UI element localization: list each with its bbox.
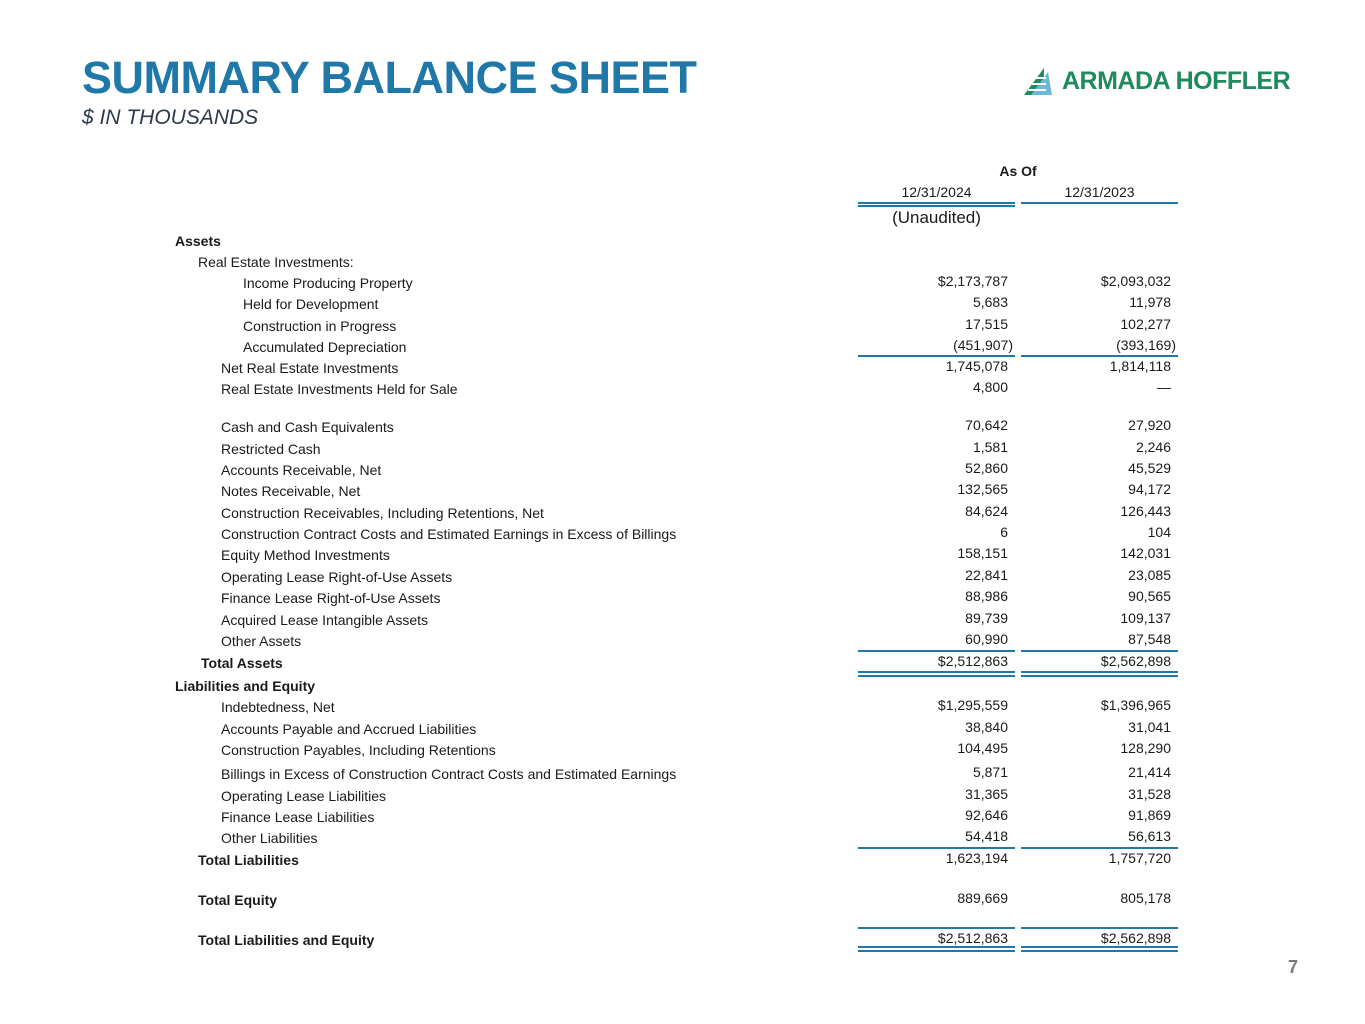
table-row (0, 524, 1365, 544)
row-label: Held for Development (243, 296, 379, 312)
table-row (0, 567, 1365, 587)
table-row (0, 719, 1365, 739)
table-row (0, 697, 1365, 717)
row-label: Equity Method Investments (221, 547, 390, 563)
subtotal-rule (858, 847, 1015, 849)
value-2023: 126,443 (1120, 503, 1171, 519)
value-2023: 56,613 (1128, 828, 1171, 844)
value-2024: 60,990 (965, 631, 1008, 647)
subtotal-rule (858, 650, 1015, 652)
value-2024: 4,800 (972, 379, 1008, 395)
value-2023: 94,172 (1128, 481, 1171, 497)
value-2024: 889,669 (957, 890, 1008, 906)
row-label: Construction Contract Costs and Estimated Earnings in Excess of Billings (221, 526, 677, 542)
table-row (0, 294, 1365, 314)
table-row (0, 588, 1365, 608)
row-label: Construction Payables, Including Retentions (221, 742, 496, 758)
value-2023: 805,178 (1120, 890, 1171, 906)
row-label: Acquired Lease Intangible Assets (221, 612, 429, 628)
row-label: Accounts Payable and Accrued Liabilities (221, 721, 477, 737)
value-2024: 70,642 (965, 417, 1008, 433)
page-title: SUMMARY BALANCE SHEET (82, 52, 697, 103)
row-label: Indebtedness, Net (221, 699, 335, 715)
logo-text: ARMADA HOFFLER (1062, 66, 1291, 95)
table-row (0, 850, 1365, 870)
value-2024: $2,173,787 (937, 273, 1008, 289)
value-2023: — (1157, 379, 1171, 395)
value-2024: 88,986 (965, 588, 1008, 604)
table-row (0, 481, 1365, 501)
row-label: Net Real Estate Investments (221, 360, 399, 376)
value-2023: 1,814,118 (1109, 358, 1171, 374)
row-label: Other Liabilities (221, 830, 318, 846)
value-2024: $1,295,559 (937, 697, 1008, 713)
value-2024: 84,624 (965, 503, 1008, 519)
value-2023: 27,920 (1128, 417, 1171, 433)
value-2024: 31,365 (965, 786, 1008, 802)
table-row (0, 786, 1365, 806)
row-label: Billings in Excess of Construction Contract Costs and Estimated Earnings (221, 766, 677, 782)
value-2023: 2,246 (1135, 439, 1171, 455)
row-label: Accumulated Depreciation (243, 339, 407, 355)
value-2023: 90,565 (1128, 588, 1171, 604)
table-row (0, 273, 1365, 293)
row-label-total: Total Liabilities (198, 852, 299, 868)
company-logo (1022, 63, 1290, 99)
value-2023: 142,031 (1120, 545, 1171, 561)
value-2023: 1,757,720 (1108, 850, 1171, 866)
table-row (0, 653, 1365, 673)
table-row (0, 337, 1365, 357)
value-2024: 89,739 (965, 610, 1008, 626)
table-row (0, 676, 1365, 696)
section-heading-assets: Assets (175, 233, 221, 249)
value-2024: 92,646 (965, 807, 1008, 823)
section-heading-liabilities: Liabilities and Equity (175, 678, 316, 694)
table-row (0, 503, 1365, 523)
table-row (0, 828, 1365, 848)
value-2023: 31,528 (1128, 786, 1171, 802)
row-label: Finance Lease Right-of-Use Assets (221, 590, 441, 606)
row-label: Cash and Cash Equivalents (221, 419, 394, 435)
page-number: 7 (1287, 957, 1298, 977)
table-row (0, 890, 1365, 910)
total-double-rule (858, 946, 1015, 952)
table-row (0, 807, 1365, 827)
row-label: Real Estate Investments Held for Sale (221, 381, 458, 397)
value-2023: 23,085 (1128, 567, 1171, 583)
table-row (0, 460, 1365, 480)
row-label-total: Total Assets (201, 655, 283, 671)
value-2023: 109,137 (1120, 610, 1171, 626)
unaudited-note: (Unaudited) (858, 205, 1015, 228)
table-row (0, 417, 1365, 437)
total-double-rule (1021, 946, 1178, 952)
value-2023: 11,978 (1129, 294, 1171, 310)
value-2024: 5,683 (972, 294, 1008, 310)
row-label-total: Total Equity (198, 892, 278, 908)
value-2023: $2,093,032 (1100, 273, 1171, 289)
row-label: Other Assets (221, 633, 302, 649)
value-2024: $2,512,863 (937, 930, 1008, 946)
value-2024: 6 (1000, 524, 1008, 540)
value-2023: 91,869 (1128, 807, 1171, 823)
row-label: Operating Lease Right-of-Use Assets (221, 569, 453, 585)
row-label: Construction Receivables, Including Retentions, Net (221, 505, 544, 521)
value-2023: (393,169) (1116, 337, 1176, 353)
row-label-total: Total Liabilities and Equity (198, 932, 375, 948)
table-row (0, 740, 1365, 760)
table-row (0, 379, 1365, 399)
subtotal-rule (858, 927, 1015, 929)
value-2024: 1,745,078 (945, 358, 1008, 374)
row-label: Operating Lease Liabilities (221, 788, 386, 804)
row-label: Notes Receivable, Net (221, 483, 361, 499)
table-row (0, 764, 1365, 784)
value-2024: 5,871 (972, 764, 1008, 780)
subtotal-rule (1021, 650, 1178, 652)
value-2024: 132,565 (957, 481, 1008, 497)
row-label: Real Estate Investments: (198, 254, 354, 270)
value-2024: 38,840 (965, 719, 1008, 735)
value-2023: 104 (1147, 524, 1171, 540)
value-2024: (451,907) (953, 337, 1013, 353)
value-2023: 21,414 (1128, 764, 1171, 780)
value-2024: 1,623,194 (945, 850, 1008, 866)
value-2023: 102,277 (1120, 316, 1171, 332)
row-label: Construction in Progress (243, 318, 397, 334)
table-row (0, 610, 1365, 630)
value-2023: 31,041 (1128, 719, 1171, 735)
table-row (0, 231, 1365, 251)
value-2024: 17,515 (965, 316, 1008, 332)
value-2024: 1,581 (972, 439, 1008, 455)
row-label: Restricted Cash (221, 441, 321, 457)
table-row (0, 252, 1365, 272)
value-2024: 52,860 (965, 460, 1008, 476)
armada-hoffler-logo-icon (1022, 64, 1056, 98)
table-row (0, 316, 1365, 336)
value-2024: 54,418 (965, 828, 1008, 844)
value-2023: $2,562,898 (1100, 930, 1171, 946)
value-2024: 158,151 (957, 545, 1008, 561)
subtotal-rule (858, 355, 1015, 357)
row-label: Finance Lease Liabilities (221, 809, 375, 825)
table-row (0, 545, 1365, 565)
column-header-2024: 12/31/2024 (858, 184, 1015, 204)
as-of-header: As Of (999, 163, 1037, 179)
table-row (0, 439, 1365, 459)
page-subtitle: $ IN THOUSANDS (82, 106, 259, 129)
value-2023: 128,290 (1120, 740, 1171, 756)
value-2024: $2,512,863 (937, 653, 1008, 669)
subtotal-rule (1021, 847, 1178, 849)
subtotal-rule (1021, 355, 1178, 357)
subtotal-rule (1021, 927, 1178, 929)
value-2023: $2,562,898 (1100, 653, 1171, 669)
value-2023: $1,396,965 (1100, 697, 1171, 713)
value-2024: 104,495 (957, 740, 1008, 756)
table-row (0, 631, 1365, 651)
table-row (0, 358, 1365, 378)
row-label: Accounts Receivable, Net (221, 462, 382, 478)
value-2023: 45,529 (1128, 460, 1171, 476)
value-2023: 87,548 (1128, 631, 1171, 647)
column-header-2023: 12/31/2023 (1021, 184, 1178, 204)
value-2024: 22,841 (965, 567, 1008, 583)
row-label: Income Producing Property (243, 275, 413, 291)
